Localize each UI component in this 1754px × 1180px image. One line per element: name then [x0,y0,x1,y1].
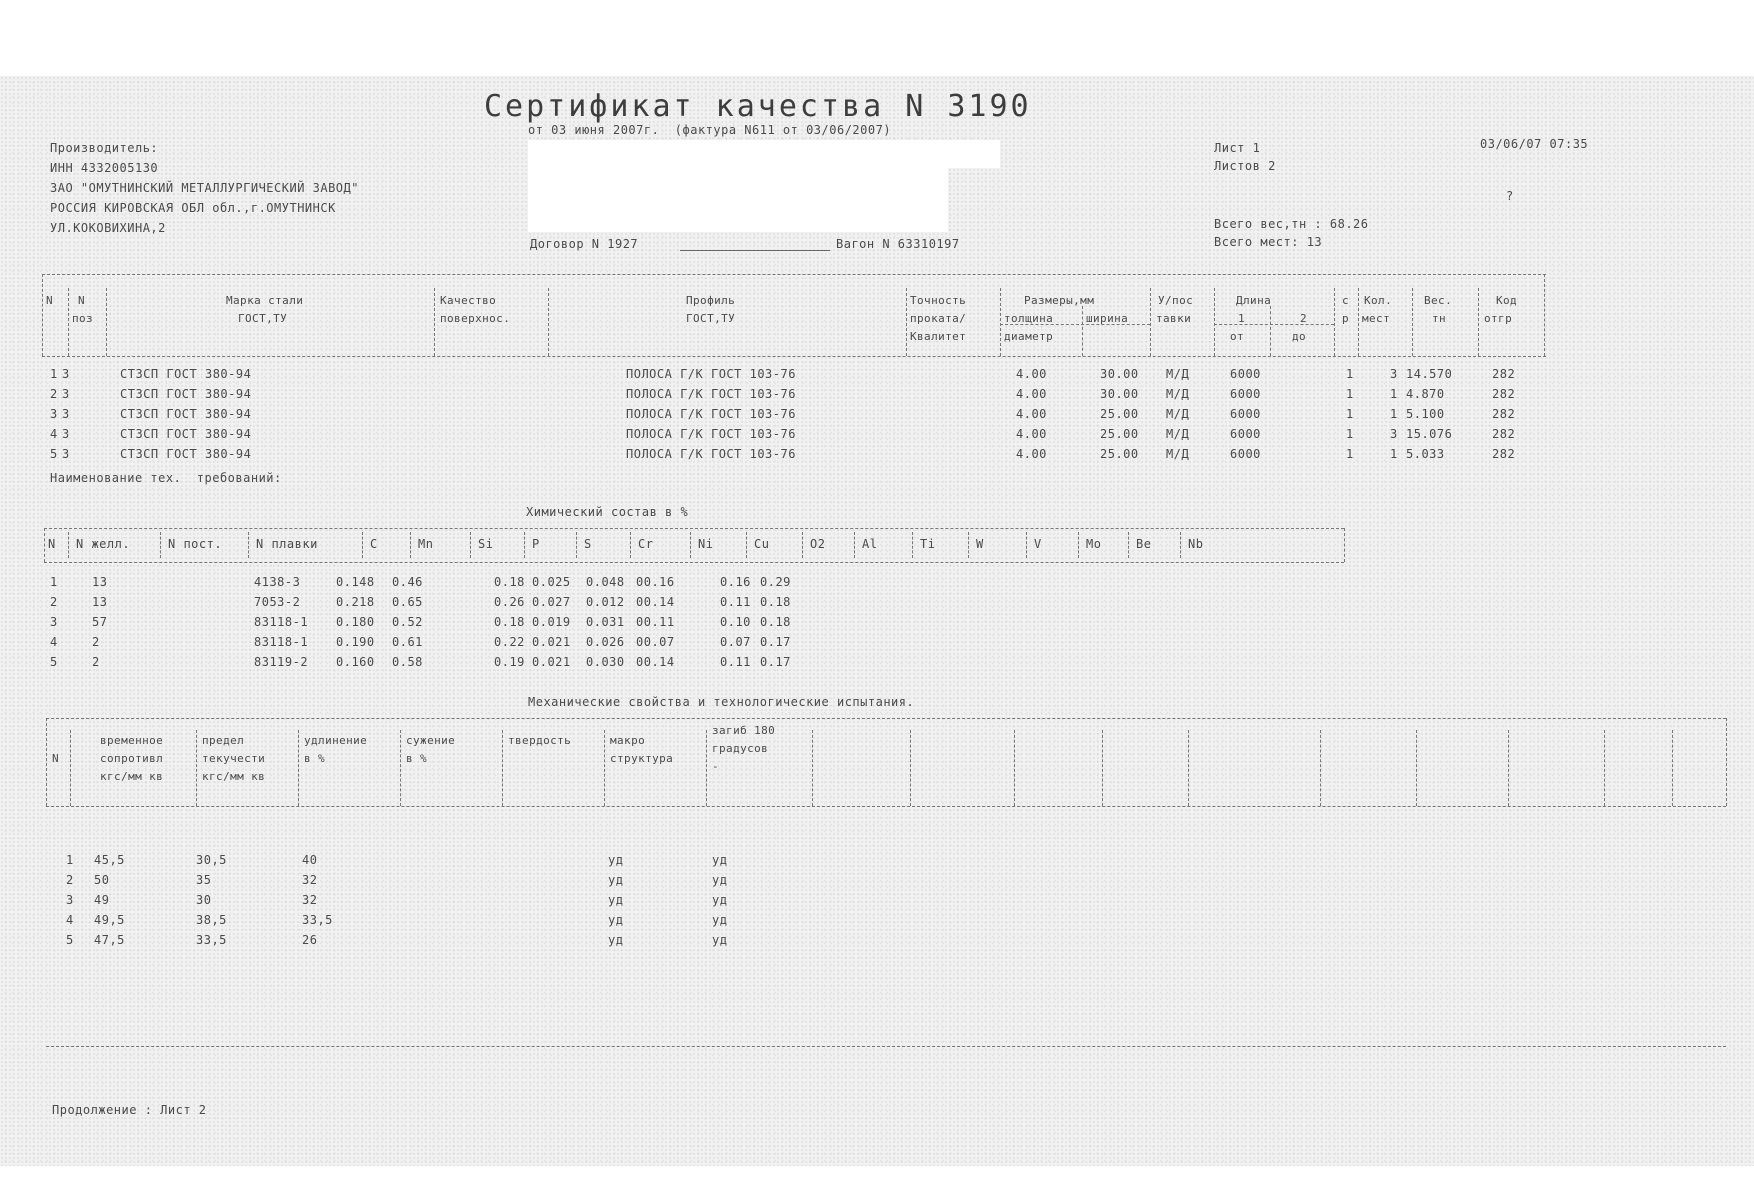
cell-code: 282 [1492,407,1516,421]
cell-n: 1 [50,575,58,589]
col-header-length: до [1292,330,1307,343]
chem-col-header: Cu [754,537,770,551]
cell-n: 2 [66,873,74,887]
cell-tensile: 49 [94,893,110,907]
cell-tensile: 50 [94,873,110,887]
cell-c: 0.218 [336,595,375,609]
chem-col-header: O2 [810,537,826,551]
col-header-npos: поз [72,312,94,325]
cell-bend: уд [712,933,728,947]
cell-thickness: 4.00 [1016,387,1047,401]
sheet-number: Лист 1 [1214,141,1261,155]
cell-zhel: 13 [92,575,108,589]
chem-col-header: N [48,537,56,551]
cell-steel: СТ3СП ГОСТ 380-94 [120,367,252,381]
cell-s: 0.030 [586,655,625,669]
col-header-thickness: толщина [1004,312,1054,325]
cell-length: 6000 [1230,367,1261,381]
cell-c: 0.148 [336,575,375,589]
cell-qty: 1 [1390,447,1398,461]
cell-pos: 3 [62,407,70,421]
cell-length: 6000 [1230,447,1261,461]
cell-zhel: 2 [92,635,100,649]
cell-si: 0.18 [494,615,525,629]
mech-header-n: N [52,752,60,765]
cell-weight: 5.100 [1406,407,1445,421]
cell-thickness: 4.00 [1016,427,1047,441]
document-title: Сертификат качества N 3190 [484,89,1032,124]
cell-si: 0.22 [494,635,525,649]
cell-bend: уд [712,893,728,907]
chem-col-header: Mo [1086,537,1102,551]
col-header-qty: Кол. [1364,294,1393,307]
cell-si: 0.26 [494,595,525,609]
cell-code: 282 [1492,427,1516,441]
cell-steel: СТ3СП ГОСТ 380-94 [120,447,252,461]
cell-pos: 3 [62,387,70,401]
mech-header-yield: кгс/мм кв [202,770,266,783]
col-header-code: Код [1496,294,1518,307]
chem-col-header: Ni [698,537,714,551]
cell-cut: М/Д [1166,407,1190,421]
chem-col-header: Nb [1188,537,1204,551]
cell-cu: 0.29 [760,575,791,589]
cell-mn: 0.65 [392,595,423,609]
col-header-diameter: диаметр [1004,330,1054,343]
cell-macro: уд [608,893,624,907]
cell-cut: М/Д [1166,447,1190,461]
cell-sort: 1 [1346,447,1354,461]
cell-width: 25.00 [1100,447,1139,461]
chem-col-header: W [976,537,984,551]
col-header-steel: ГОСТ,ТУ [238,312,288,325]
col-header-sort: с [1342,294,1350,307]
col-header-steel: Марка стали [226,294,304,307]
cell-mn: 0.58 [392,655,423,669]
requirements-label: Наименование тех. требований: [50,471,282,485]
mech-header-bend: - [712,760,720,773]
cell-elongation: 26 [302,933,318,947]
cell-profile: ПОЛОСА Г/К ГОСТ 103-76 [626,447,796,461]
chem-col-header: Mn [418,537,434,551]
cell-p: 0.021 [532,635,571,649]
cell-length: 6000 [1230,407,1261,421]
cell-n: 5 [50,655,58,669]
sheets-count: Листов 2 [1214,159,1276,173]
col-header-accuracy: Точность [910,294,967,307]
mech-header-elongation: в % [304,752,326,765]
mech-header-yield: предел [202,734,245,747]
wagon-number: Вагон N 63310197 [836,237,960,251]
col-header-surface: Качество [440,294,497,307]
cell-thickness: 4.00 [1016,407,1047,421]
cell-yield: 30 [196,893,212,907]
certificate-sheet [0,76,1754,1166]
cell-c: 0.190 [336,635,375,649]
cell-code: 282 [1492,447,1516,461]
cell-p: 0.027 [532,595,571,609]
cell-macro: уд [608,933,624,947]
cell-cu: 0.18 [760,595,791,609]
cell-sort: 1 [1346,387,1354,401]
mech-header-hardness: твердость [508,734,572,747]
chemistry-title: Химический состав в % [526,505,689,519]
cell-sort: 1 [1346,427,1354,441]
document-subtitle: от 03 июня 2007г. (фактура N611 от 03/06/2007) [528,123,892,137]
redaction-block [528,166,948,232]
cell-qty: 1 [1390,387,1398,401]
cell-thickness: 4.00 [1016,447,1047,461]
col-header-cut: тавки [1156,312,1192,325]
mech-header-narrowing: сужение [406,734,456,747]
mech-header-macro: структура [610,752,674,765]
mech-header-yield: текучести [202,752,266,765]
mech-header-elongation: удлинение [304,734,368,747]
cell-melt: 7053-2 [254,595,301,609]
cell-yield: 35 [196,873,212,887]
cell-tensile: 49,5 [94,913,125,927]
cell-tensile: 45,5 [94,853,125,867]
chem-col-header: N плавки [256,537,318,551]
cell-width: 30.00 [1100,367,1139,381]
cell-macro: уд [608,913,624,927]
cell-yield: 33,5 [196,933,227,947]
cell-cu: 0.18 [760,615,791,629]
cell-bend: уд [712,873,728,887]
cell-cr: 00.14 [636,595,675,609]
mech-header-tensile: временное [100,734,164,747]
cell-weight: 14.570 [1406,367,1453,381]
cell-n: 5 [50,447,58,461]
cell-qty: 1 [1390,407,1398,421]
cell-melt: 83118-1 [254,635,309,649]
cell-qty: 3 [1390,427,1398,441]
cell-s: 0.026 [586,635,625,649]
cell-code: 282 [1492,367,1516,381]
col-header-length: 2 [1300,312,1308,325]
cell-n: 3 [50,615,58,629]
chem-col-header: C [370,537,378,551]
cell-qty: 3 [1390,367,1398,381]
col-header-weight: тн [1432,312,1447,325]
mech-header-bend: градусов [712,742,769,755]
cell-ni: 0.11 [720,655,751,669]
cell-elongation: 33,5 [302,913,333,927]
cell-profile: ПОЛОСА Г/К ГОСТ 103-76 [626,367,796,381]
cell-ni: 0.10 [720,615,751,629]
cell-melt: 83118-1 [254,615,309,629]
cell-n: 4 [50,427,58,441]
chem-col-header: N пост. [168,537,223,551]
col-header-sort: р [1342,312,1350,325]
cell-weight: 15.076 [1406,427,1453,441]
col-header-weight: Вес. [1424,294,1453,307]
mech-header-tensile: кгс/мм кв [100,770,164,783]
cell-s: 0.031 [586,615,625,629]
cell-n: 2 [50,387,58,401]
cell-melt: 4138-3 [254,575,301,589]
cell-elongation: 32 [302,873,318,887]
contract-underline [680,250,830,251]
cell-width: 25.00 [1100,407,1139,421]
cell-mn: 0.61 [392,635,423,649]
cell-cr: 00.14 [636,655,675,669]
col-header-length: Длина [1236,294,1272,307]
cell-cu: 0.17 [760,635,791,649]
cell-cut: М/Д [1166,387,1190,401]
cell-ni: 0.07 [720,635,751,649]
cell-n: 1 [66,853,74,867]
cell-cr: 00.16 [636,575,675,589]
col-header-profile: Профиль [686,294,736,307]
total-places: Всего мест: 13 [1214,235,1323,249]
cell-bend: уд [712,853,728,867]
cell-steel: СТ3СП ГОСТ 380-94 [120,427,252,441]
cell-weight: 5.033 [1406,447,1445,461]
cell-s: 0.012 [586,595,625,609]
cell-profile: ПОЛОСА Г/К ГОСТ 103-76 [626,407,796,421]
producer-line: РОССИЯ КИРОВСКАЯ ОБЛ обл.,г.ОМУТНИНСК [50,201,336,215]
chem-col-header: S [584,537,592,551]
cell-cu: 0.17 [760,655,791,669]
cell-yield: 38,5 [196,913,227,927]
cell-weight: 4.870 [1406,387,1445,401]
cell-sort: 1 [1346,367,1354,381]
producer-line: Производитель: [50,141,159,155]
cell-macro: уд [608,873,624,887]
mark: ? [1506,189,1514,203]
cell-n: 3 [50,407,58,421]
mech-header-narrowing: в % [406,752,428,765]
cell-p: 0.019 [532,615,571,629]
cell-width: 25.00 [1100,427,1139,441]
cell-cut: М/Д [1166,367,1190,381]
cell-code: 282 [1492,387,1516,401]
cell-pos: 3 [62,427,70,441]
producer-line: УЛ.КОКОВИХИНА,2 [50,221,166,235]
continuation-note: Продолжение : Лист 2 [52,1103,207,1117]
cell-zhel: 57 [92,615,108,629]
cell-cr: 00.11 [636,615,675,629]
cell-c: 0.160 [336,655,375,669]
cell-n: 2 [50,595,58,609]
document-datetime: 03/06/07 07:35 [1480,137,1589,151]
chem-col-header: P [532,537,540,551]
cell-elongation: 32 [302,893,318,907]
contract-number: Договор N 1927 [530,237,639,251]
mech-header-tensile: сопротивл [100,752,164,765]
col-header-accuracy: Квалитет [910,330,967,343]
cell-thickness: 4.00 [1016,367,1047,381]
cell-melt: 83119-2 [254,655,309,669]
cell-si: 0.19 [494,655,525,669]
mechanical-title: Механические свойства и технологические испытания. [528,695,915,709]
cell-c: 0.180 [336,615,375,629]
cell-mn: 0.46 [392,575,423,589]
cell-cr: 00.07 [636,635,675,649]
col-header-accuracy: проката/ [910,312,967,325]
cell-macro: уд [608,853,624,867]
mech-header-bend: загиб 180 [712,724,776,737]
cell-zhel: 13 [92,595,108,609]
chem-col-header: Be [1136,537,1152,551]
cell-pos: 3 [62,447,70,461]
cell-pos: 3 [62,367,70,381]
cell-tensile: 47,5 [94,933,125,947]
cell-n: 4 [66,913,74,927]
producer-line: ИНН 4332005130 [50,161,159,175]
producer-line: ЗАО "ОМУТНИНСКИЙ МЕТАЛЛУРГИЧЕСКИЙ ЗАВОД" [50,181,359,195]
cell-elongation: 40 [302,853,318,867]
cell-profile: ПОЛОСА Г/К ГОСТ 103-76 [626,427,796,441]
col-header-length: от [1230,330,1245,343]
chem-col-header: Cr [638,537,654,551]
cell-n: 3 [66,893,74,907]
cell-n: 5 [66,933,74,947]
cell-yield: 30,5 [196,853,227,867]
cell-steel: СТ3СП ГОСТ 380-94 [120,387,252,401]
cell-mn: 0.52 [392,615,423,629]
col-header-qty: мест [1362,312,1391,325]
col-header-surface: поверхнос. [440,312,511,325]
cell-s: 0.048 [586,575,625,589]
cell-width: 30.00 [1100,387,1139,401]
chem-col-header: N желл. [76,537,131,551]
col-header-sizes: Размеры,мм [1024,294,1095,307]
cell-ni: 0.11 [720,595,751,609]
cell-ni: 0.16 [720,575,751,589]
chem-col-header: V [1034,537,1042,551]
col-header-code: отгр [1484,312,1513,325]
col-header-cut: У/пос [1158,294,1194,307]
chem-col-header: Al [862,537,878,551]
cell-bend: уд [712,913,728,927]
cell-p: 0.021 [532,655,571,669]
cell-n: 4 [50,635,58,649]
chem-col-header: Ti [920,537,936,551]
cell-sort: 1 [1346,407,1354,421]
cell-n: 1 [50,367,58,381]
mech-header-macro: макро [610,734,646,747]
cell-length: 6000 [1230,427,1261,441]
cell-profile: ПОЛОСА Г/К ГОСТ 103-76 [626,387,796,401]
col-header-profile: ГОСТ,ТУ [686,312,736,325]
cell-steel: СТ3СП ГОСТ 380-94 [120,407,252,421]
cell-cut: М/Д [1166,427,1190,441]
col-header-npos: N [78,294,86,307]
redaction-block [528,140,1000,168]
cell-p: 0.025 [532,575,571,589]
cell-length: 6000 [1230,387,1261,401]
cell-zhel: 2 [92,655,100,669]
total-weight: Всего вес,тн : 68.26 [1214,217,1369,231]
cell-si: 0.18 [494,575,525,589]
col-header-width: ширина [1086,312,1129,325]
chem-col-header: Si [478,537,494,551]
col-header-length: 1 [1238,312,1246,325]
col-header-n: N [46,294,54,307]
